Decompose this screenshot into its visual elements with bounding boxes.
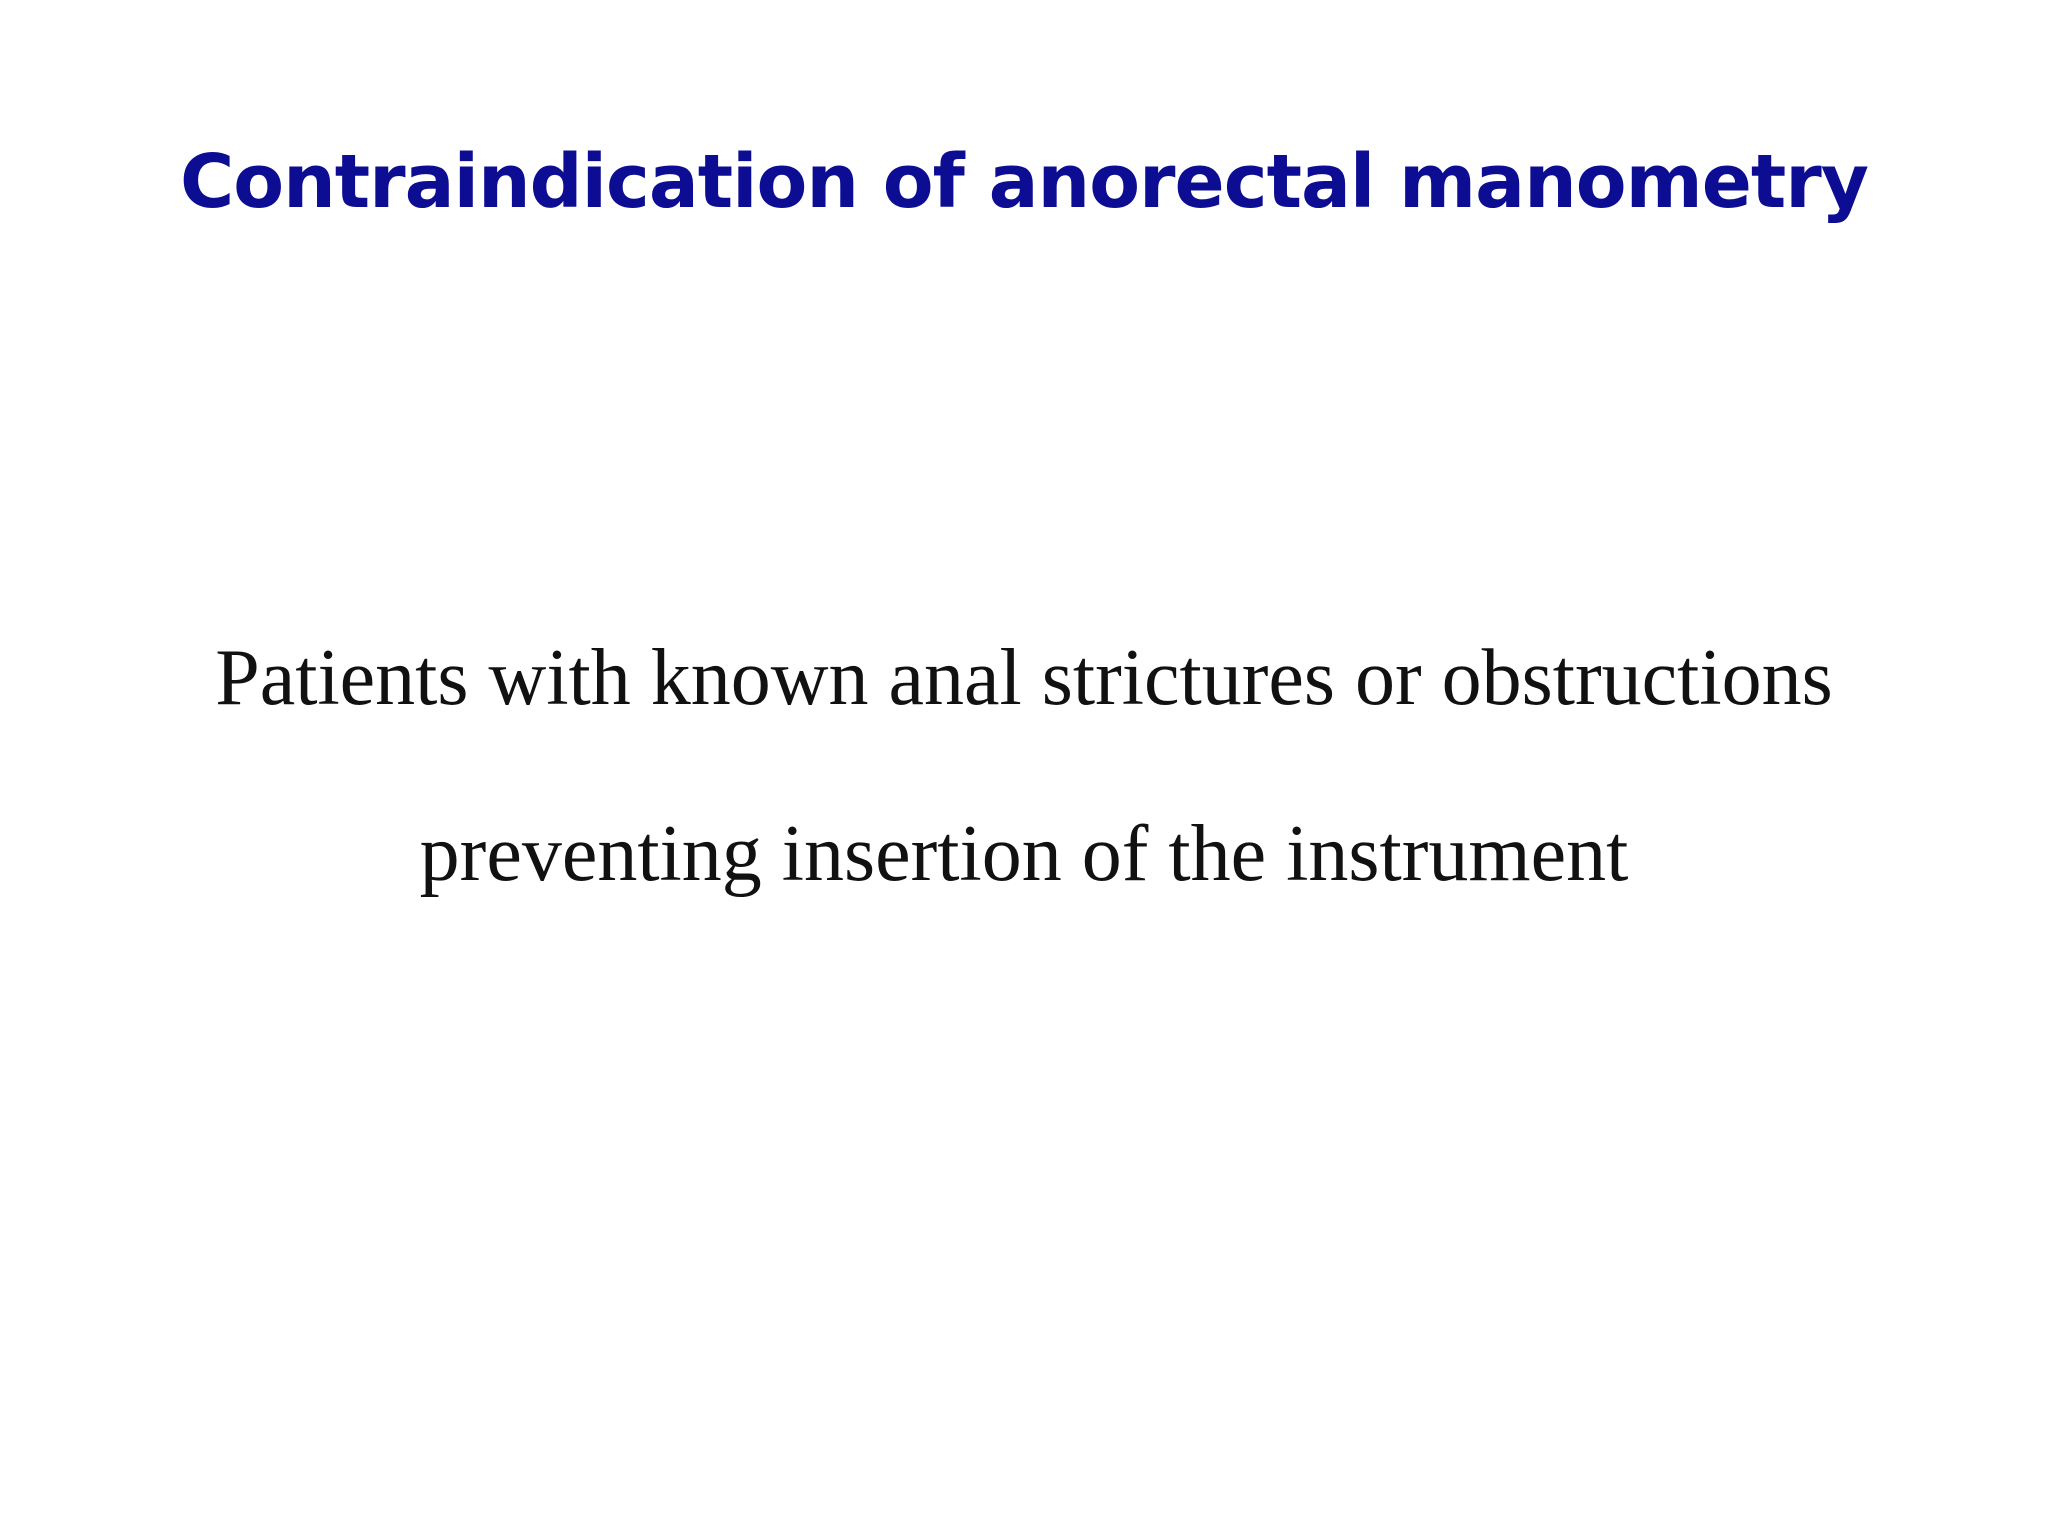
body-line-2: preventing insertion of the instrument <box>419 810 1629 898</box>
body-line-1: Patients with known anal strictures or obstructions <box>215 634 1833 722</box>
slide-body <box>0 590 2048 942</box>
slide-title: Contraindication of anorectal manometry <box>179 139 1869 225</box>
